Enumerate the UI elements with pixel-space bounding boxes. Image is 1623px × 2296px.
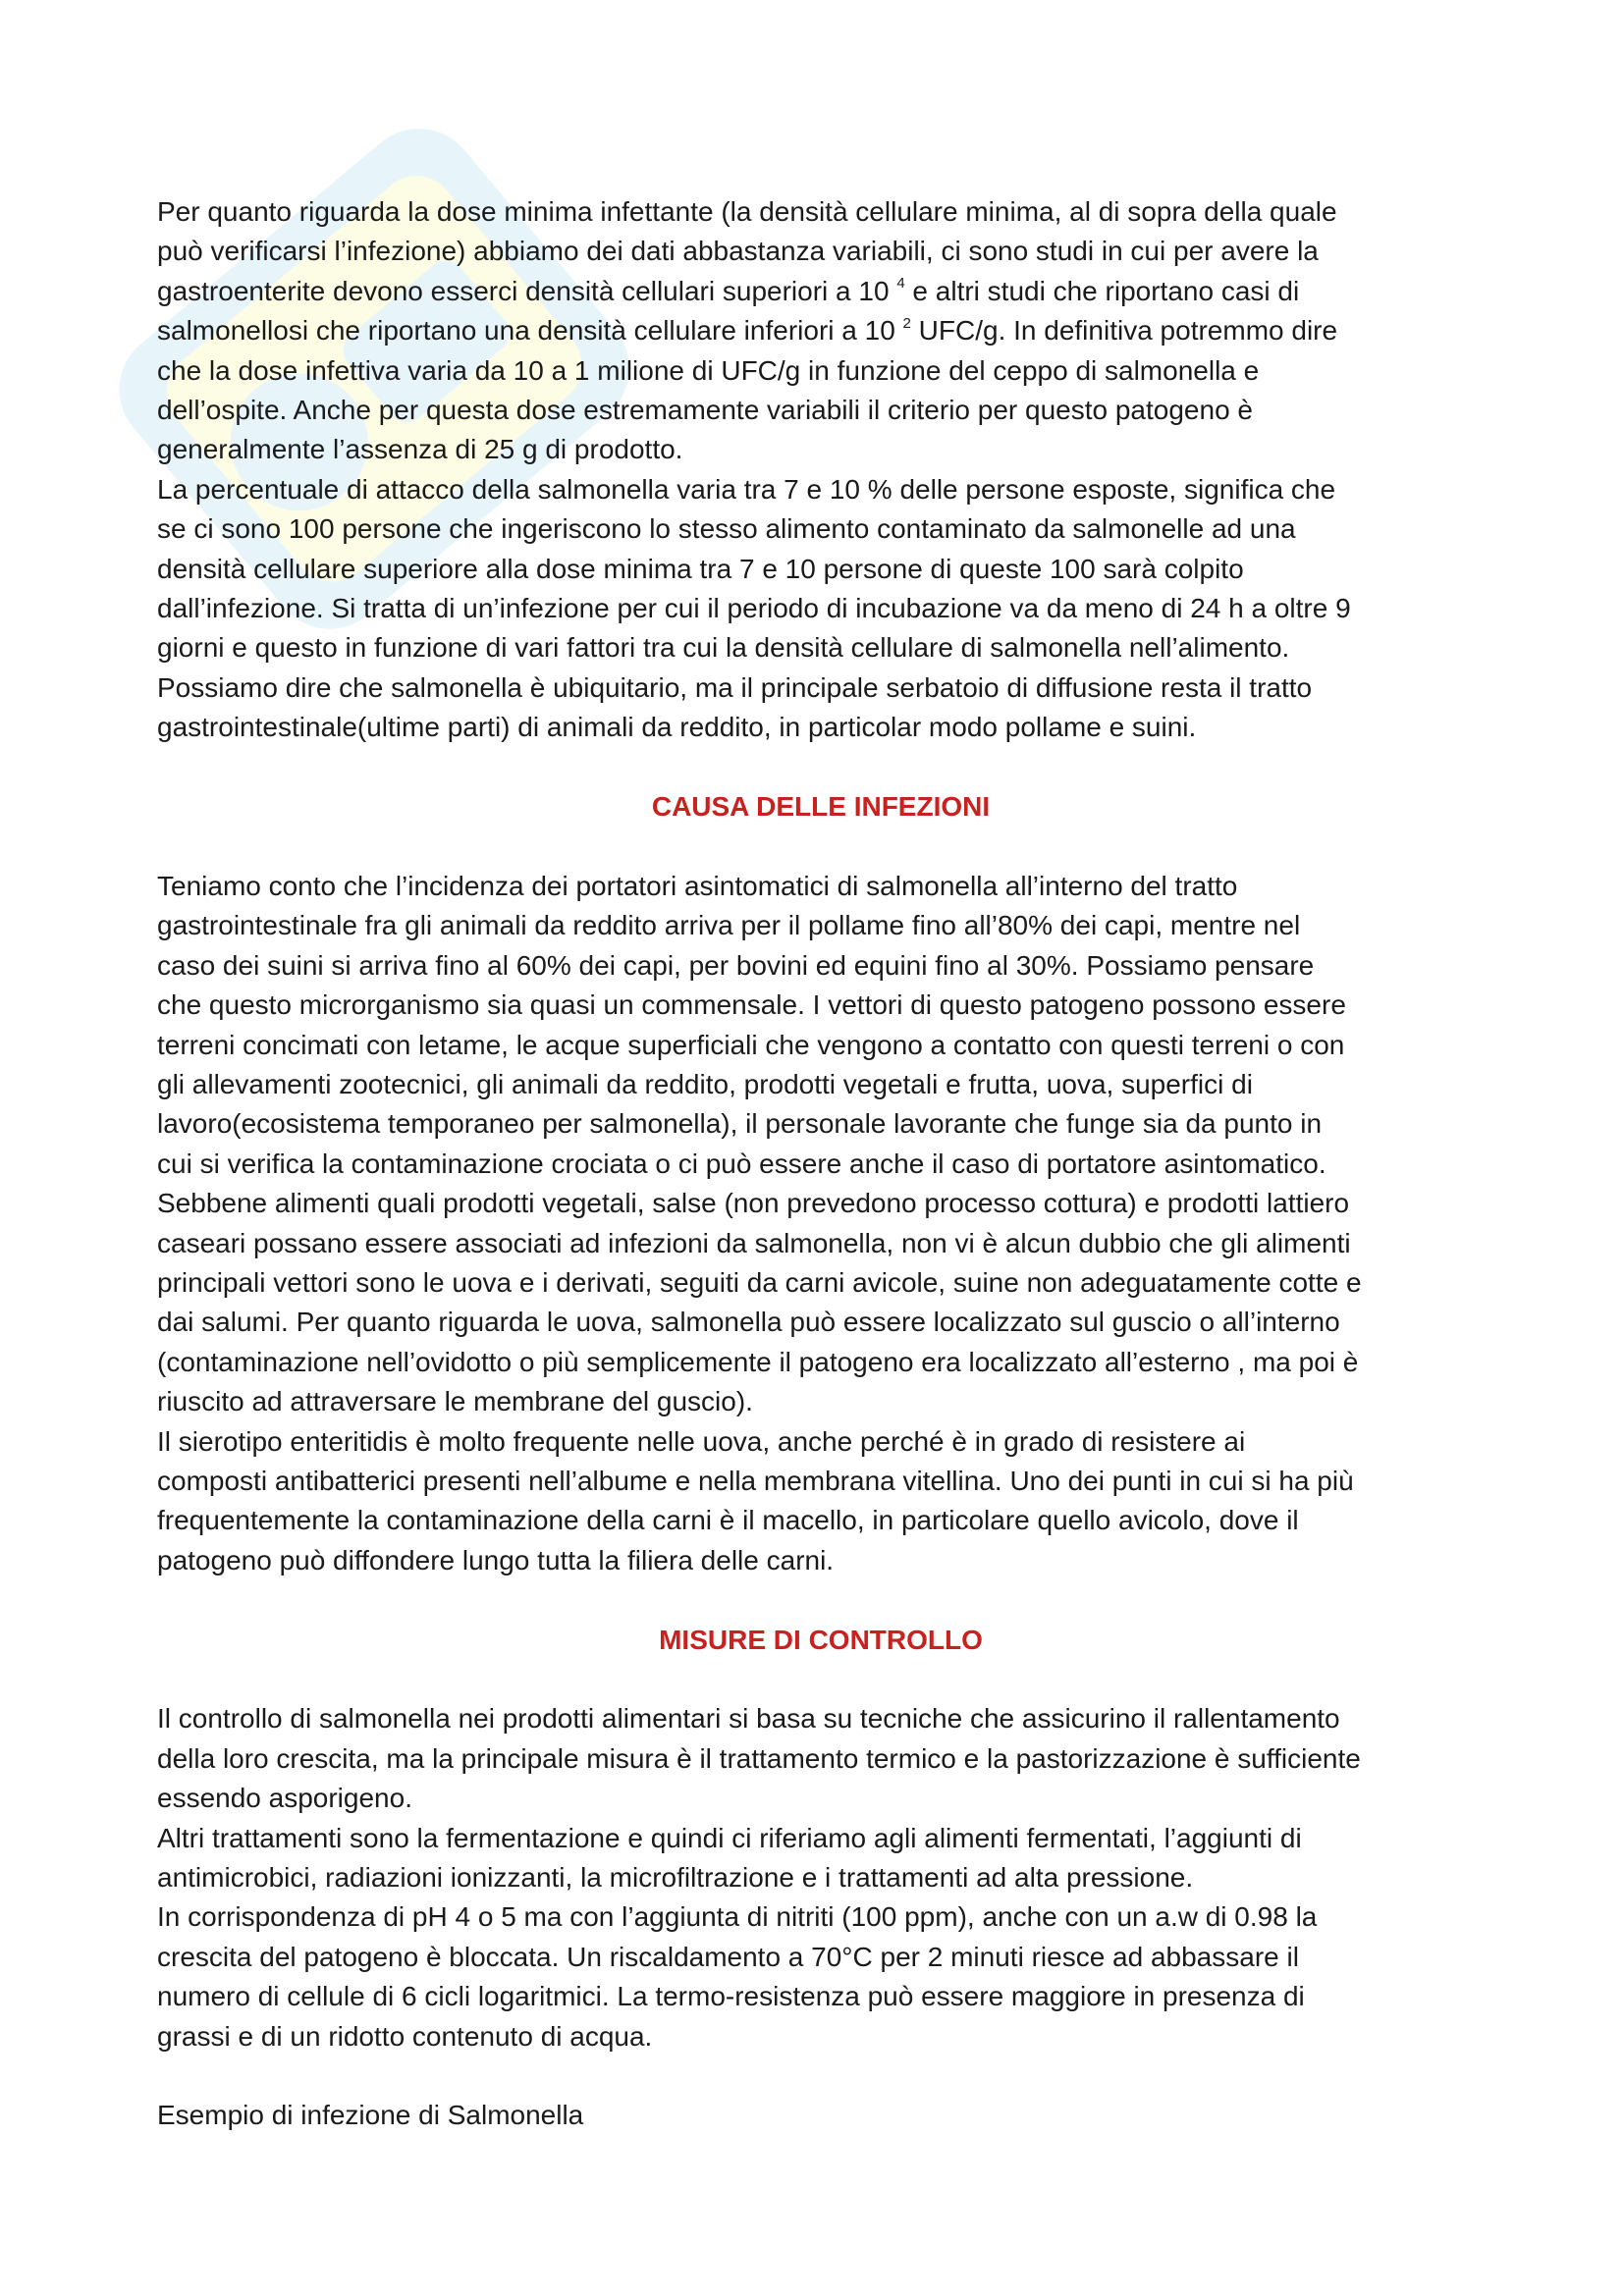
text-line: gastroenterite devono esserci densità cellulari superiori a 10 $^4$ e altri studi che riportano casi di <box>157 275 1300 306</box>
text-line: che questo microrganismo sia quasi un commensale. I vettori di questo patogeno possono essere <box>157 989 1346 1021</box>
text-line: può verificarsi l’infezione) abbiamo dei dati abbastanza variabili, ci sono studi in cui per avere la <box>157 236 1319 267</box>
text-line: Il controllo di salmonella nei prodotti alimentari si basa su tecniche che assicurino il rallentamento <box>157 1703 1340 1735</box>
spacer <box>157 2056 1492 2096</box>
exponent-4: 4 <box>896 275 905 293</box>
text-line: La percentuale di attacco della salmonella varia tra 7 e 10 % delle persone esposte, significa che <box>157 473 1336 505</box>
paragraph-dose-infettante <box>157 192 1492 748</box>
text-line: Teniamo conto che l’incidenza dei portatori asintomatici di salmonella all’interno del tratto <box>157 870 1238 901</box>
text-line: Il sierotipo enteritidis è molto frequente nelle uova, anche perché è in grado di resistere ai <box>157 1425 1246 1457</box>
text-line: dai salumi. Per quanto riguarda le uova, salmonella può essere localizzato sul guscio o all’interno <box>157 1307 1340 1338</box>
text-line: densità cellulare superiore alla dose minima tra 7 e 10 persone di queste 100 sarà colpito <box>157 553 1244 584</box>
text-line: dall’infezione. Si tratta di un’infezione per cui il periodo di incubazione va da meno di 24 h a oltre 9 <box>157 593 1351 624</box>
text-line: terreni concimati con letame, le acque superficiali che vengono a contatto con questi terreni o con <box>157 1029 1345 1060</box>
text-line: composti antibatterici presenti nell’albume e nella membrana vitellina. Uno dei punti in cui si ha più <box>157 1465 1354 1496</box>
spacer <box>157 1660 1492 1699</box>
text-line: patogeno può diffondere lungo tutta la filiera delle carni. <box>157 1544 835 1575</box>
text-line: caso dei suini si arriva fino al 60% dei capi, per bovini ed equini fino al 30%. Possiamo pensare <box>157 949 1315 981</box>
exponent-2: 2 <box>902 314 911 332</box>
text-line: caseari possano essere associati ad infezioni da salmonella, non vi è alcun dubbio che gli alimenti <box>157 1227 1351 1258</box>
text-line: Altri trattamenti sono la fermentazione e quindi ci riferiamo agli alimenti fermentati, l’aggiunti di <box>157 1822 1302 1853</box>
document-page <box>157 192 1492 2136</box>
text-line: antimicrobici, radiazioni ionizzanti, la microfiltrazione e i trattamenti ad alta pressione. <box>157 1862 1194 1893</box>
text-line: (contaminazione nell’ovidotto o più semplicemente il patogeno era localizzato all’esterno , ma poi è <box>157 1346 1359 1377</box>
text-line: Sebbene alimenti quali prodotti vegetali, salse (non prevedono processo cottura) e prodotti lattiero <box>157 1188 1350 1219</box>
text-line: cui si verifica la contaminazione crociata o ci può essere anche il caso di portatore asintomatico. <box>157 1148 1326 1179</box>
text-line: gastrointestinale fra gli animali da reddito arriva per il pollame fino all’80% dei capi, mentre nel <box>157 910 1301 941</box>
text-line: se ci sono 100 persone che ingeriscono lo stesso alimento contaminato da salmonelle ad una <box>157 513 1296 545</box>
text-line: Per quanto riguarda la dose minima infettante (la densità cellulare minima, al di sopra della quale <box>157 196 1337 227</box>
spacer <box>157 748 1492 787</box>
text-line: generalmente l’assenza di 25 g di prodotto. <box>157 434 683 465</box>
text-line: frequentemente la contaminazione della carni è il macello, in particolare quello avicolo, dove il <box>157 1505 1299 1536</box>
text-line: In corrispondenza di pH 4 o 5 ma con l’aggiunta di nitriti (100 ppm), anche con un a.w di 0.98 la <box>157 1901 1318 1933</box>
text-line: che la dose infettiva varia da 10 a 1 milione di UFC/g in funzione del ceppo di salmonella e <box>157 354 1260 386</box>
text-line: Esempio di infezione di Salmonella <box>157 2100 584 2131</box>
text-line: essendo asporigeno. <box>157 1783 412 1814</box>
text-line: salmonellosi che riportano una densità cellulare inferiori a 10 $^2$ UFC/g. In definitiva potremmo dire <box>157 314 1338 347</box>
text-line: principali vettori sono le uova e i derivati, seguiti da carni avicole, suine non adeguatamente cotte e <box>157 1266 1362 1298</box>
paragraph-misure-controllo <box>157 1699 1492 2056</box>
text-line: riuscito ad attraversare le membrane del guscio). <box>157 1386 753 1417</box>
heading-causa-delle-infezioni: CAUSA DELLE INFEZIONI <box>651 791 991 823</box>
closing-line <box>157 2096 1492 2135</box>
heading-misure-di-controllo: MISURE DI CONTROLLO <box>659 1624 983 1655</box>
text-line: numero di cellule di 6 cicli logaritmici. La termo-resistenza può essere maggiore in presenza di <box>157 1981 1305 2012</box>
paragraph-causa-infezioni <box>157 867 1492 1580</box>
text-line: gastrointestinale(ultime parti) di animali da reddito, in particolar modo pollame e suini. <box>157 712 1197 743</box>
text-line: grassi e di un ridotto contenuto di acqua. <box>157 2020 653 2052</box>
text-line: Possiamo dire che salmonella è ubiquitario, ma il principale serbatoio di diffusione resta il tratto <box>157 671 1313 703</box>
text-line: della loro crescita, ma la principale misura è il trattamento termico e la pastorizzazione è sufficiente <box>157 1742 1361 1774</box>
text-line: crescita del patogeno è bloccata. Un riscaldamento a 70°C per 2 minuti riesce ad abbassare il <box>157 1941 1299 1972</box>
text-line: gli allevamenti zootecnici, gli animali da reddito, prodotti vegetali e frutta, uova, superfici di <box>157 1068 1253 1099</box>
spacer <box>157 1580 1492 1620</box>
text-line: giorni e questo in funzione di vari fattori tra cui la densità cellulare di salmonella nell’alimento. <box>157 632 1290 664</box>
text-line: dell’ospite. Anche per questa dose estremamente variabili il criterio per questo patogeno è <box>157 395 1253 426</box>
text-line: lavoro(ecosistema temporaneo per salmonella), il personale lavorante che funge sia da punto in <box>157 1108 1323 1140</box>
spacer <box>157 827 1492 866</box>
